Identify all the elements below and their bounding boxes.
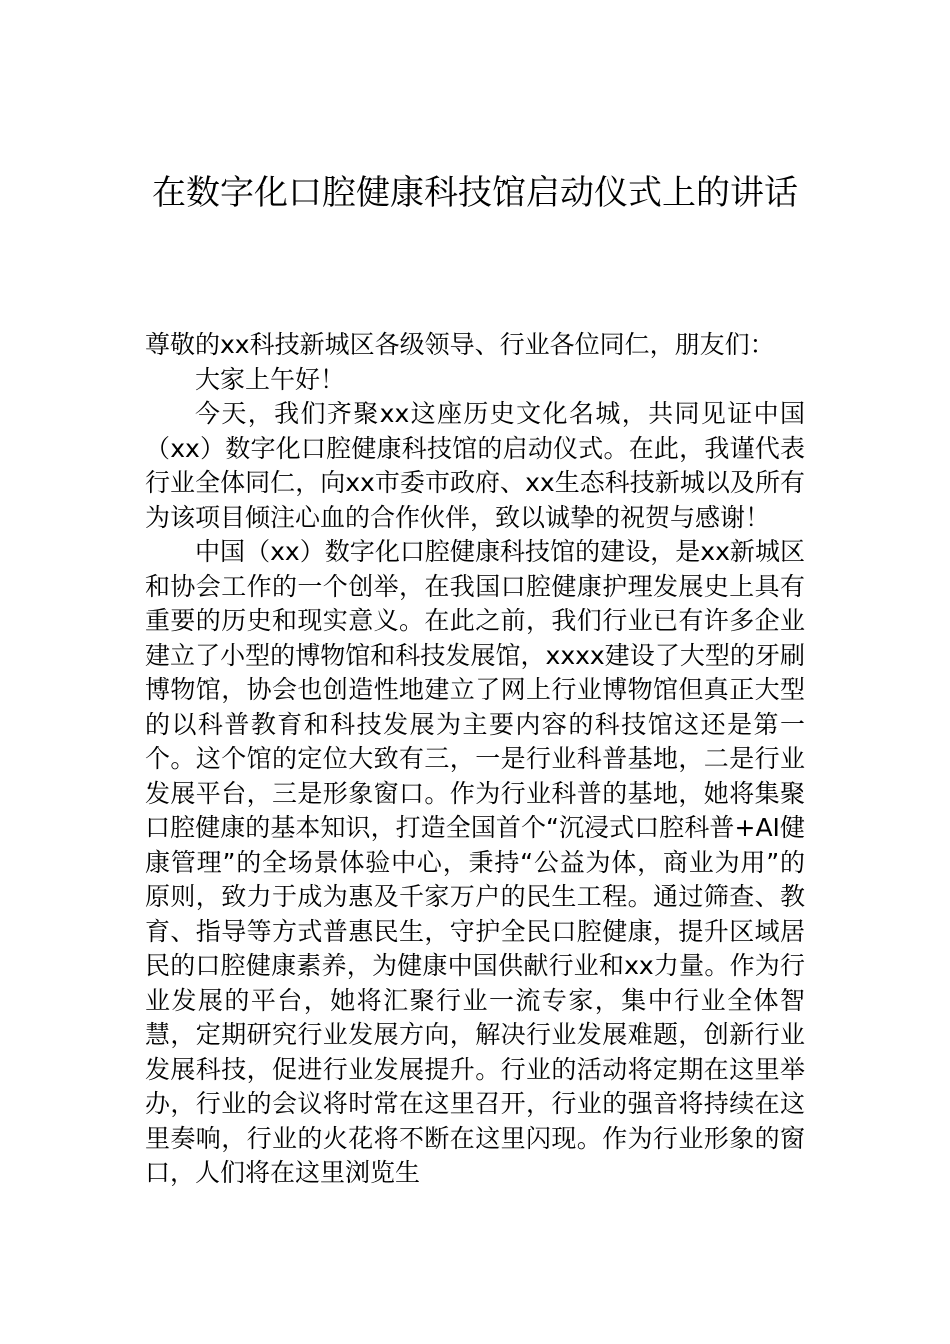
document-body	[145, 328, 805, 1191]
salutation: 尊敬的xx科技新城区各级领导、行业各位同仁，朋友们：	[145, 330, 775, 359]
page-title: 在数字化口腔健康科技馆启动仪式上的讲话	[152, 173, 798, 213]
paragraph-main: 中国（xx）数字化口腔健康科技馆的建设，是xx新城区和协会工作的一个创举，在我国口腔健康护理发展史上具有重要的历史和现实意义。在此之前，我们行业已有许多企业建立了小型的博物馆和科技发展馆，xxxx建设了大型的牙刷博物馆，协会也创造性地建立了网上行业博物馆但真正大型的以科普教育和科技发展为主要内容的科技馆这还是第一个。这个馆的定位大致有三，一是行业科普基地，二是行业发展平台，三是形象窗口。作为行业科普的基地，她将集聚口腔健康的基本知识，打造全国首个“沉浸式口腔科普+AI健康管理”的全场景体验中心，秉持“公益为体，商业为用”的原则，致力于成为惠及千家万户的民生工程。通过筛查、教育、指导等方式普惠民生，守护全民口腔健康，提升区域居民的口腔健康素养，为健康中国供献行业和xx力量。作为行业发展的平台，她将汇聚行业一流专家，集中行业全体智慧，定期研究行业发展方向，解决行业发展难题，创新行业发展科技，促进行业发展提升。行业的活动将定期在这里举办，行业的会议将时常在这里召开，行业的强音将持续在这里奏响，行业的火花将不断在这里闪现。作为行业形象的窗口，人们将在这里浏览生	[145, 537, 805, 1187]
paragraph-opening: 今天，我们齐聚xx这座历史文化名城，共同见证中国（xx）数字化口腔健康科技馆的启动仪式。在此，我谨代表行业全体同仁，向xx市委市政府、xx生态科技新城以及所有为该项目倾注心血的合作伙伴，致以诚挚的祝贺与感谢！	[145, 399, 805, 532]
paragraph-greeting: 大家上午好！	[195, 364, 346, 394]
